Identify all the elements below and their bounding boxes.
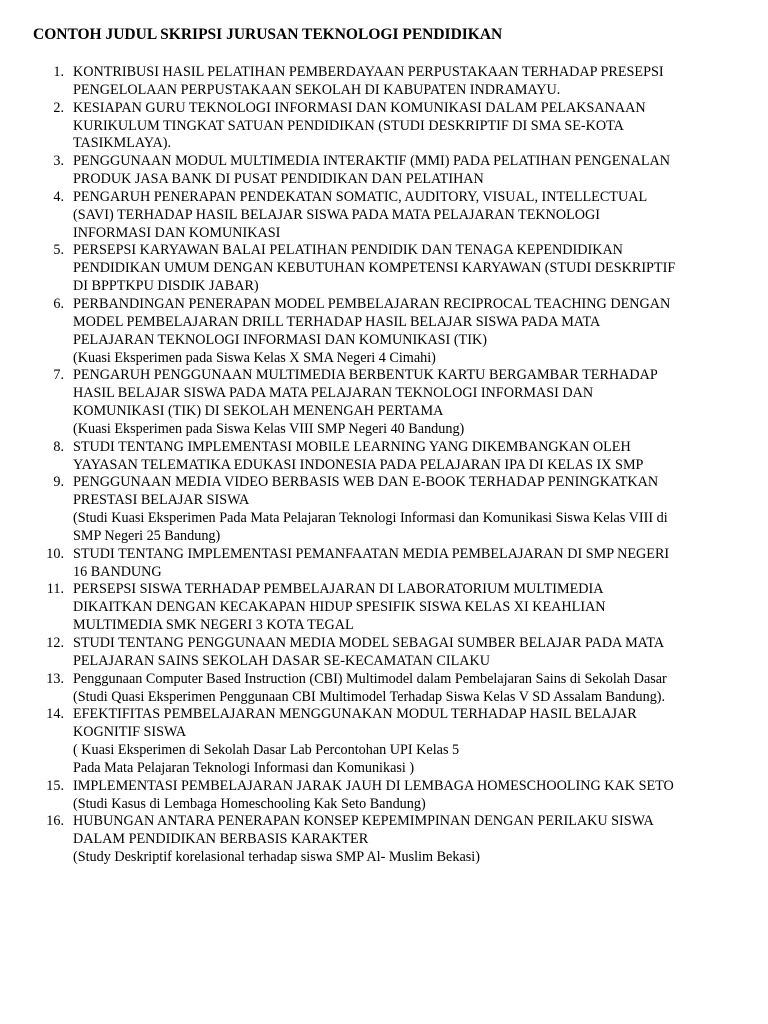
item-title-line: PRESTASI BELAJAR SISWA: [73, 492, 250, 509]
item-title-line: PERSEPSI SISWA TERHADAP PEMBELAJARAN DI LABORATORIUM MULTIMEDIA: [73, 581, 604, 598]
item-title-line: SMP Negeri 25 Bandung): [73, 527, 221, 544]
item-title-line: PELAJARAN TEKNOLOGI INFORMASI DAN KOMUNIKASI (TIK): [73, 331, 487, 348]
item-number: 12.: [46, 635, 64, 651]
list-item: [0, 242, 768, 296]
item-title: [73, 100, 745, 154]
document-title: CONTOH JUDUL SKRIPSI JURUSAN TEKNOLOGI PENDIDIKAN: [33, 26, 503, 43]
item-title-line: PERSEPSI KARYAWAN BALAI PELATIHAN PENDIDIK DAN TENAGA KEPENDIDIKAN: [73, 242, 623, 259]
list-item: [0, 706, 768, 777]
item-title-line: PERBANDINGAN PENERAPAN MODEL PEMBELAJARAN RECIPROCAL TEACHING DENGAN: [73, 295, 671, 312]
thesis-title-list: [0, 64, 768, 867]
item-number: 11.: [46, 581, 64, 598]
item-title: [73, 671, 745, 707]
item-title-line: (Kuasi Eksperimen pada Siswa Kelas X SMA Negeri 4 Cimahi): [73, 349, 436, 366]
item-number: 5.: [53, 242, 64, 259]
item-title-line: PENGARUH PENGGUNAAN MULTIMEDIA BERBENTUK KARTU BERGAMBAR TERHADAP: [73, 367, 658, 384]
item-title: [73, 439, 745, 475]
list-item: [0, 671, 768, 707]
item-number: 9.: [53, 474, 64, 491]
item-title-line: INFORMASI DAN KOMUNIKASI: [73, 224, 281, 241]
item-number: 1.: [53, 64, 64, 80]
item-title-line: EFEKTIFITAS PEMBELAJARAN MENGGUNAKAN MODUL TERHADAP HASIL BELAJAR: [73, 706, 637, 723]
item-title-line: ( Kuasi Eksperimen di Sekolah Dasar Lab Percontohan UPI Kelas 5: [73, 742, 460, 759]
item-title-line: PENGARUH PENERAPAN PENDEKATAN SOMATIC, AUDITORY, VISUAL, INTELLECTUAL: [73, 188, 648, 205]
item-title: [73, 635, 745, 671]
list-item: [0, 439, 768, 475]
item-title-line: KOMUNIKASI (TIK) DI SEKOLAH MENENGAH PERTAMA: [73, 403, 444, 420]
item-number: 14.: [46, 706, 64, 723]
item-title-line: TASIKMLAYA).: [73, 135, 172, 152]
item-title: [73, 189, 745, 243]
item-title: [73, 546, 745, 582]
item-title-line: PELAJARAN SAINS SEKOLAH DASAR SE-KECAMATAN CILAKU: [73, 652, 491, 669]
item-title-line: PENGGUNAAN MEDIA VIDEO BERBASIS WEB DAN E-BOOK TERHADAP PENINGKATKAN: [73, 474, 659, 491]
item-title-line: KOGNITIF SISWA: [73, 724, 187, 741]
item-title-line: MULTIMEDIA SMK NEGERI 3 KOTA TEGAL: [73, 617, 354, 634]
item-title: [73, 813, 745, 867]
item-title-line: PRODUK JASA BANK DI PUSAT PENDIDIKAN DAN PELATIHAN: [73, 171, 484, 188]
item-title-line: MODEL PEMBELAJARAN DRILL TERHADAP HASIL BELAJAR SISWA PADA MATA: [73, 313, 601, 330]
item-title-line: HUBUNGAN ANTARA PENERAPAN KONSEP KEPEMIMPINAN DENGAN PERILAKU SISWA: [73, 813, 654, 830]
item-title-line: 16 BANDUNG: [73, 563, 162, 580]
list-item: [0, 100, 768, 154]
item-title: [73, 778, 745, 814]
list-item: [0, 296, 768, 367]
item-title-line: PENDIDIKAN UMUM DENGAN KEBUTUHAN KOMPETENSI KARYAWAN (STUDI DESKRIPTIF: [73, 260, 676, 277]
item-title: [73, 296, 745, 367]
item-title: [73, 581, 745, 635]
list-item: [0, 813, 768, 867]
item-title-line: DI BPPTKPU DISDIK JABAR): [73, 278, 259, 295]
item-title: [73, 64, 745, 100]
item-title-line: STUDI TENTANG PENGGUNAAN MEDIA MODEL SEBAGAI SUMBER BELAJAR PADA MATA: [73, 635, 665, 651]
item-title: [73, 474, 745, 545]
item-number: 13.: [46, 670, 64, 687]
item-title-line: STUDI TENTANG IMPLEMENTASI PEMANFAATAN MEDIA PEMBELAJARAN DI SMP NEGERI: [73, 545, 670, 562]
list-item: [0, 546, 768, 582]
item-title-line: (SAVI) TERHADAP HASIL BELAJAR SISWA PADA MATA PELAJARAN TEKNOLOGI: [73, 206, 600, 223]
item-number: 7.: [53, 367, 64, 384]
item-title-line: PENGGUNAAN MODUL MULTIMEDIA INTERAKTIF (MMI) PADA PELATIHAN PENGENALAN: [73, 153, 671, 170]
list-item: [0, 474, 768, 545]
item-number: 4.: [53, 188, 64, 205]
item-title-line: YAYASAN TELEMATIKA EDUKASI INDONESIA PADA PELAJARAN IPA DI KELAS IX SMP: [73, 456, 644, 473]
item-title-line: (Kuasi Eksperimen pada Siswa Kelas VIII SMP Negeri 40 Bandung): [73, 420, 465, 437]
list-item: [0, 635, 768, 671]
item-title-line: (Studi Kuasi Eksperimen Pada Mata Pelajaran Teknologi Informasi dan Komunikasi Siswa Kelas VIII di: [73, 510, 668, 527]
item-number: 15.: [46, 777, 64, 794]
list-item: [0, 778, 768, 814]
item-title-line: DIKAITKAN DENGAN KECAKAPAN HIDUP SPESIFIK SISWA KELAS XI KEAHLIAN: [73, 599, 606, 616]
item-number: 6.: [53, 295, 64, 312]
list-item: [0, 581, 768, 635]
item-number: 10.: [46, 545, 64, 562]
item-number: 2.: [53, 99, 64, 116]
item-title: [73, 242, 745, 296]
item-title-line: STUDI TENTANG IMPLEMENTASI MOBILE LEARNING YANG DIKEMBANGKAN OLEH: [73, 438, 631, 455]
list-item: [0, 153, 768, 189]
item-title-line: (Studi Quasi Eksperimen Penggunaan CBI Multimodel Terhadap Siswa Kelas V SD Assalam Bandung).: [73, 688, 666, 705]
item-title-line: KONTRIBUSI HASIL PELATIHAN PEMBERDAYAAN PERPUSTAKAAN TERHADAP PRESEPSI: [73, 64, 664, 80]
item-title-line: DALAM PENDIDIKAN BERBASIS KARAKTER: [73, 831, 369, 848]
item-number: 16.: [46, 813, 64, 830]
list-item: [0, 367, 768, 438]
item-title-line: KURIKULUM TINGKAT SATUAN PENDIDIKAN (STUDI DESKRIPTIF DI SMA SE-KOTA: [73, 117, 624, 134]
item-title: [73, 706, 745, 777]
list-item: [0, 64, 768, 100]
item-title-line: Penggunaan Computer Based Instruction (CBI) Multimodel dalam Pembelajaran Sains di Sekolah Dasar: [73, 670, 667, 687]
item-title-line: (Studi Kasus di Lembaga Homeschooling Kak Seto Bandung): [73, 795, 426, 812]
item-number: 3.: [53, 153, 64, 170]
item-title-line: PENGELOLAAN PERPUSTAKAAN SEKOLAH DI KABUPATEN INDRAMAYU.: [73, 81, 561, 98]
item-title: [73, 153, 745, 189]
item-title-line: IMPLEMENTASI PEMBELAJARAN JARAK JAUH DI LEMBAGA HOMESCHOOLING KAK SETO: [73, 777, 674, 794]
item-number: 8.: [53, 438, 64, 455]
item-title-line: (Study Deskriptif korelasional terhadap siswa SMP Al- Muslim Bekasi): [73, 849, 480, 866]
item-title: [73, 367, 745, 438]
item-title-line: Pada Mata Pelajaran Teknologi Informasi dan Komunikasi ): [73, 759, 415, 776]
list-item: [0, 189, 768, 243]
item-title-line: HASIL BELAJAR SISWA PADA MATA PELAJARAN TEKNOLOGI INFORMASI DAN: [73, 385, 594, 402]
item-title-line: KESIAPAN GURU TEKNOLOGI INFORMASI DAN KOMUNIKASI DALAM PELAKSANAAN: [73, 99, 646, 116]
